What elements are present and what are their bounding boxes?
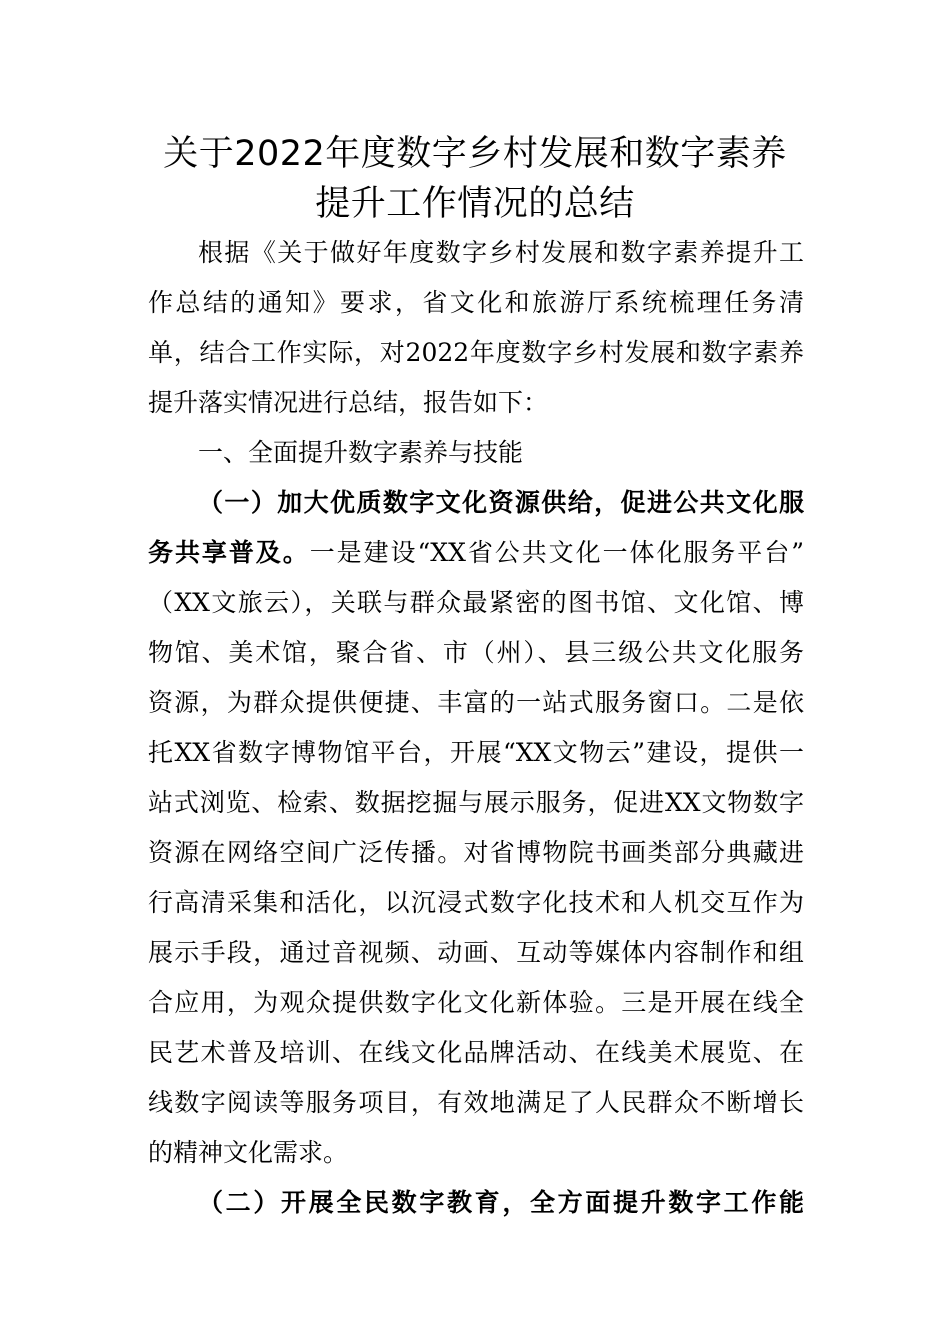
- paragraph-line: 民艺术普及培训、在线文化品牌活动、在线美术展览、在: [148, 1038, 804, 1067]
- subsection-heading-end: 务共享普及。: [148, 538, 310, 567]
- paragraph-line: 物馆、美术馆，聚合省、市（州）、县三级公共文化服务: [148, 638, 804, 667]
- paragraph-line: 资源，为群众提供便捷、丰富的一站式服务窗口。二是依: [148, 688, 804, 717]
- intro-line: 作总结的通知》要求，省文化和旅游厅系统梳理任务清: [148, 288, 804, 317]
- paragraph-line: 站式浏览、检索、数据挖掘与展示服务，促进XX文物数字: [148, 788, 804, 817]
- intro-line: 单，结合工作实际，对2022年度数字乡村发展和数字素养: [148, 338, 804, 367]
- paragraph-line: 行高清采集和活化，以沉浸式数字化技术和人机交互作为: [148, 888, 804, 917]
- intro-line: 提升落实情况进行总结，报告如下：: [148, 388, 549, 417]
- paragraph-line: 资源在网络空间广泛传播。对省博物院书画类部分典藏进: [148, 838, 804, 867]
- document-title-line-1: 关于2022年度数字乡村发展和数字素养: [163, 134, 787, 174]
- intro-line: 根据《关于做好年度数字乡村发展和数字素养提升工: [198, 238, 804, 267]
- paragraph-line: 合应用，为观众提供数字化文化新体验。三是开展在线全: [148, 988, 804, 1017]
- paragraph-line: 展示手段，通过音视频、动画、互动等媒体内容制作和组: [148, 938, 804, 967]
- paragraph-line: 托XX省数字博物馆平台，开展“XX文物云”建设，提供一: [148, 738, 804, 767]
- paragraph-text: 一是建设“XX省公共文化一体化服务平台”: [309, 538, 804, 567]
- paragraph-line: （XX文旅云），关联与群众最紧密的图书馆、文化馆、博: [148, 588, 804, 617]
- paragraph-line: [148, 528, 804, 578]
- section-heading: 一、全面提升数字素养与技能: [198, 438, 524, 467]
- subsection-heading: （二）开展全民数字教育，全方面提升数字工作能: [198, 1188, 804, 1217]
- document-title-line-2: 提升工作情况的总结: [315, 184, 635, 224]
- paragraph-line: 线数字阅读等服务项目，有效地满足了人民群众不断增长: [148, 1088, 804, 1117]
- subsection-heading: （一）加大优质数字文化资源供给，促进公共文化服: [198, 488, 804, 517]
- paragraph-line: 的精神文化需求。: [148, 1138, 349, 1167]
